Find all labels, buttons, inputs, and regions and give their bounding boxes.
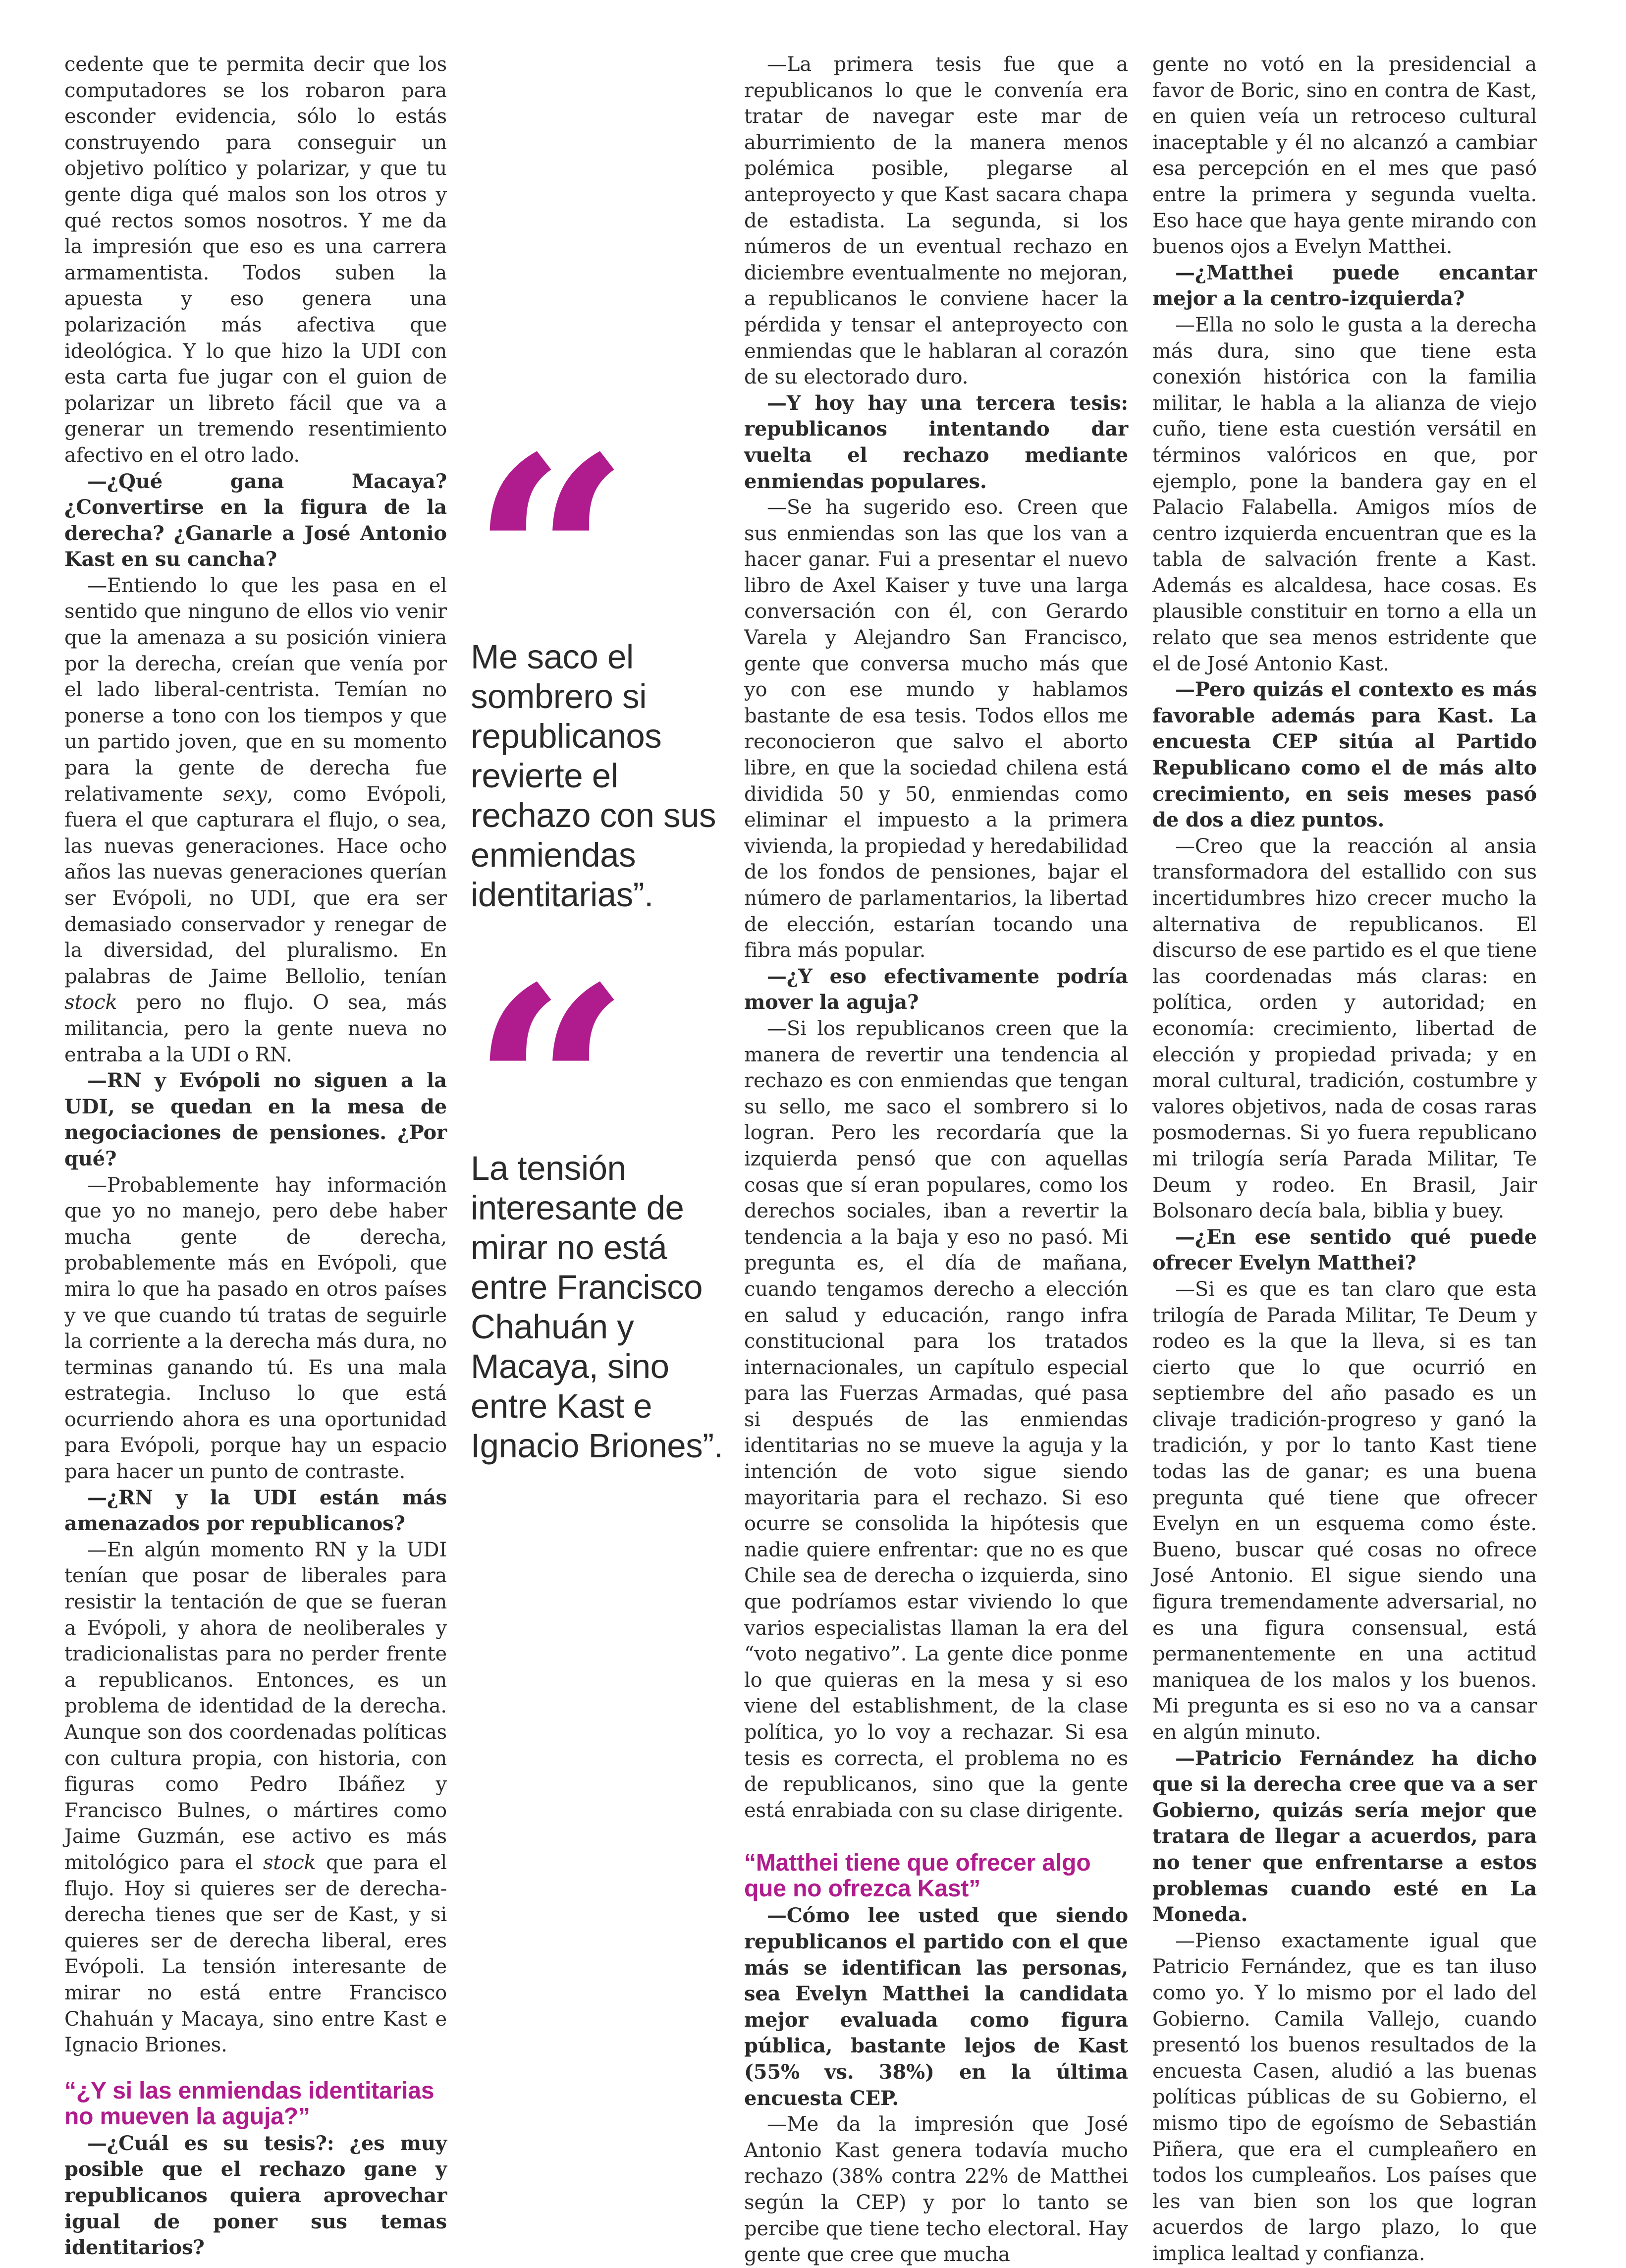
quote-mark-icon (471, 951, 728, 1110)
interview-question: —Cómo lee usted que siendo republicanos el partido con el que más se identifican las personas, sea Evelyn Matthei la candidata mejor evaluada como figura pública, bastante lejos de Kast (55% vs. 38%) en la última encuesta CEP. (744, 1904, 1128, 2110)
quote-mark-icon (471, 421, 728, 580)
paragraph: cedente que te permita decir que los computadores se los robaron para esconder evidencia, sólo lo estás construyendo para conseguir un objetivo político y polarizar, y que tu gente diga qué malos son los otros y qué rectos somos nosotros. Y me da la impresión que eso es una carrera armamentista. Todos suben la apuesta y eso genera una polarización más afectiva que ideológica. Y lo que hizo la UDI con esta carta fue jugar con el guion de polarizar un libreto fácil que va a generar un tremendo resentimiento afectivo en el otro lado. (64, 53, 447, 467)
interview-answer: —Creo que la reacción al ansia transformadora del estallido con sus incertidumbres hizo crecer mucho la alternativa de republicanos. El discurso de ese partido es el que tiene las coordenadas más claras: en política, orden y autoridad; en economía: crecimiento, libertad de elección y propiedad privada; y en moral cultural, tradición, costumbre y valores objetivos, nada de cosas raras posmodernas. Si yo fuera republicano mi trilogía sería Parada Militar, Te Deum y rodeo. En Brasil, Jair Bolsonaro decía bala, biblia y buey. (1152, 834, 1537, 1223)
text-column-4 (1152, 52, 1537, 2267)
section-heading: “¿Y si las enmiendas identitarias no mueven la aguja?” (64, 2077, 434, 2130)
pull-quote-2 (471, 951, 728, 1466)
interview-answer: —Si los republicanos creen que la manera de revertir una tendencia al rechazo es con enmiendas que tengan su sello, me saco el sombrero si lo logran. Pero les recordaría que la izquierda pensó que con aquellas cosas que sí eran populares, como los derechos sociales, iban a revertir la tendencia a la baja y eso no pasó. Mi pregunta es, el día de mañana, cuando tengamos derecho a elección en salud y educación, rango infra constitucional para los tratados internacionales, un capítulo especial para las Fuerzas Armadas, qué pasa si después de las enmiendas identitarias no se mueve la aguja y la intención de voto sigue siendo mayoritaria para el rechazo. Si eso ocurre se consolida la hipótesis que nadie quiere enfrentar: que no es que Chile sea de derecha o izquierda, sino que podríamos estar viviendo lo que varios especialistas llaman la era del “voto negativo”. La gente dice ponme lo que quieras en la mesa y si eso viene del establishment, de la clase política, yo lo voy a rechazar. Si esa tesis es correcta, el problema no es de republicanos, sino que la gente está enrabiada con su clase dirigente. (744, 1017, 1128, 1822)
text-column-3 (744, 52, 1128, 2268)
interview-answer: —En algún momento RN y la UDI tenían que posar de liberales para resistir la tentación de que se fueran a Evópoli, y ahora de neoliberales y tradicionalistas para no perder frente a republicanos. Entonces, es un problema de identidad de la derecha. Aunque son dos coordenadas políticas con cultura propia, con historia, con figuras como Pedro Ibáñez y Francisco Bulnes, o mártires como Jaime Guzmán, ese activo es más mitológico para el stock que para el flujo. Hoy si quieres ser de derecha-derecha tienes que ser de Kast, y si quieres ser de derecha liberal, eres Evópoli. La tensión interesante de mirar no está entre Francisco Chahuán y Macaya, sino entre Kast e Ignacio Briones. (64, 1538, 447, 2057)
paragraph: gente no votó en la presidencial a favor de Boric, sino en contra de Kast, en quien veía un retroceso cultural inaceptable y él no alcanzó a cambiar esa percepción en el mes que pasó entre la primera y segunda vuelta. Eso hace que haya gente mirando con buenos ojos a Evelyn Matthei. (1152, 53, 1537, 259)
interview-question: —Patricio Fernández ha dicho que si la derecha cree que va a ser Gobierno, quizás sería mejor que tratara de llegar a acuerdos, para no tener que enfrentarse a estos problemas cuando esté en La Moneda. (1152, 1746, 1537, 1927)
interview-answer: —Entiendo lo que les pasa en el sentido que ninguno de ellos vio venir que la amenaza a su posición viniera por la derecha, creían que venía por el lado liberal-centrista. Temían no ponerse a tono con los tiempos y que un partido joven, que en su momento para la gente de derecha fue relativamente sexy, como Evópoli, fuera el que capturara el flujo, o sea, las nuevas generaciones. Hace ocho años las nuevas generaciones querían ser Evópoli, no UDI, que era ser demasiado conservador y renegar de la diversidad, del pluralismo. En palabras de Jaime Bellolio, tenían stock pero no flujo. O sea, más militancia, pero la gente nueva no entraba a la UDI o RN. (64, 574, 447, 1066)
interview-question: —¿Cuál es su tesis?: ¿es muy posible que el rechazo gane y republicanos quiera aprovechar igual de poner sus temas identitarios? (64, 2131, 447, 2260)
interview-answer: —Probablemente hay información que yo no manejo, pero debe haber mucha gente de derecha, probablemente más en Evópoli, que mira lo que ha pasado en otros países y ve que cuando tú tratas de seguirle la corriente a la derecha más dura, no terminas ganando tú. Es una mala estrategia. Incluso lo que está ocurriendo ahora es una oportunidad para Evópoli, porque hay un espacio para hacer un punto de contraste. (64, 1173, 447, 1484)
interview-question: —¿En ese sentido qué puede ofrecer Evelyn Matthei? (1152, 1225, 1537, 1275)
interview-question: —¿Y eso efectivamente podría mover la aguja? (744, 964, 1128, 1014)
interview-question: —Pero quizás el contexto es más favorable además para Kast. La encuesta CEP sitúa al Partido Republicano como el de más alto crecimiento, en seis meses pasó de dos a diez puntos. (1152, 678, 1537, 832)
interview-question: —RN y Evópoli no siguen a la UDI, se quedan en la mesa de negociaciones de pensiones. ¿Por qué? (64, 1069, 447, 1170)
interview-answer: —Me da la impresión que José Antonio Kast genera todavía mucho rechazo (38% contra 22% de Matthei según la CEP) y por lo tanto se percibe que tiene techo electoral. Hay gente que cree que mucha (744, 2113, 1128, 2267)
interview-answer: —La primera tesis fue que a republicanos lo que le convenía era tratar de navegar este mar de aburrimiento de la manera menos polémica posible, plegarse al anteproyecto y que Kast sacara chapa de estadista. La segunda, si los números de un eventual rechazo en diciembre eventualmente no mejoran, a republicanos le conviene hacer la pérdida y tensar el anteproyecto con enmiendas que le hablaran al corazón de su electorado duro. (744, 53, 1128, 389)
text-column-1 (64, 52, 447, 2261)
interview-answer: —Ella no solo le gusta a la derecha más dura, sino que tiene esta conexión histórica con la familia militar, le habla a la alianza de viejo cuño, tiene esta cuestión versátil en términos valóricos en que, por ejemplo, pone la bandera gay en el Palacio Falabella. Amigos míos de centro izquierda encuentran que es la tabla de salvación frente a Kast. Además es alcaldesa, hace cosas. Es plausible constituir en torno a ella un relato que sea menos estridente que el de José Antonio Kast. (1152, 313, 1537, 675)
interview-question: —¿Qué gana Macaya? ¿Convertirse en la figura de la derecha? ¿Ganarle a José Antonio Kast en su cancha? (64, 469, 447, 571)
interview-question: —¿RN y la UDI están más amenazados por republicanos? (64, 1486, 447, 1536)
interview-answer: —Si es que es tan claro que esta trilogía de Parada Militar, Te Deum y rodeo es la que la lleva, si es tan cierto que lo que ocurrió en septiembre del año pasado es un clivaje tradición-progreso y ganó la tradición, y por lo tanto Kast tiene todas las de ganar; es una buena pregunta qué tiene que ofrecer Evelyn en un esquema como éste. Bueno, buscar qué cosas no ofrece José Antonio. El sigue siendo una figura tremendamente adversarial, no es una figura consensual, está permanentemente en una actitud maniquea de los malos y los buenos. Mi pregunta es si eso no va a cansar en algún minuto. (1152, 1277, 1537, 1744)
interview-answer: —Se ha sugerido eso. Creen que sus enmiendas son las que los van a hacer ganar. Fui a presentar el nuevo libro de Axel Kaiser y tuve una larga conversación con él, con Gerardo Varela y Alejandro San Francisco, gente que conversa mucho más que yo con ese mundo y hablamos bastante de esa tesis. Todos ellos me reconocieron que salvo el aborto libre, en que la sociedad chilena está dividida 50 y 50, enmiendas como eliminar el impuesto a la primera vivienda, la propiedad y heredabilidad de los fondos de pensiones, bajar el número de parlamentarios, la libertad de elección, estarían tocando una fibra más popular. (744, 496, 1128, 962)
pull-quote-1 (471, 421, 728, 915)
section-heading: “Matthei tiene que ofrecer algo que no ofrezca Kast” (744, 1850, 1091, 1902)
interview-question: —Y hoy hay una tercera tesis: republicanos intentando dar vuelta el rechazo mediante enmiendas populares. (744, 391, 1128, 493)
interview-answer: —Pienso exactamente igual que Patricio Fernández, que es tan iluso como yo. Y lo mismo por el lado del Gobierno. Camila Vallejo, cuando presentó los buenos resultados de la encuesta Casen, aludió a las buenas políticas públicas de su Gobierno, el mismo tipo de egoísmo de Sebastián Piñera, que era el cumpleañero en todos los cumpleaños. Los países que les van bien son los que logran acuerdos de largo plazo, lo que implica lealtad y confianza. (1152, 1929, 1537, 2265)
interview-question: —¿Matthei puede encantar mejor a la centro-izquierda? (1152, 261, 1537, 311)
pull-quote-text: La tensión interesante de mirar no está entre Francisco Chahuán y Macaya, sino entre Kast e Ignacio Briones”. (471, 1149, 723, 1465)
pull-quote-text: Me saco el sombrero si republicanos revierte el rechazo con sus enmiendas identitarias”. (471, 638, 716, 914)
